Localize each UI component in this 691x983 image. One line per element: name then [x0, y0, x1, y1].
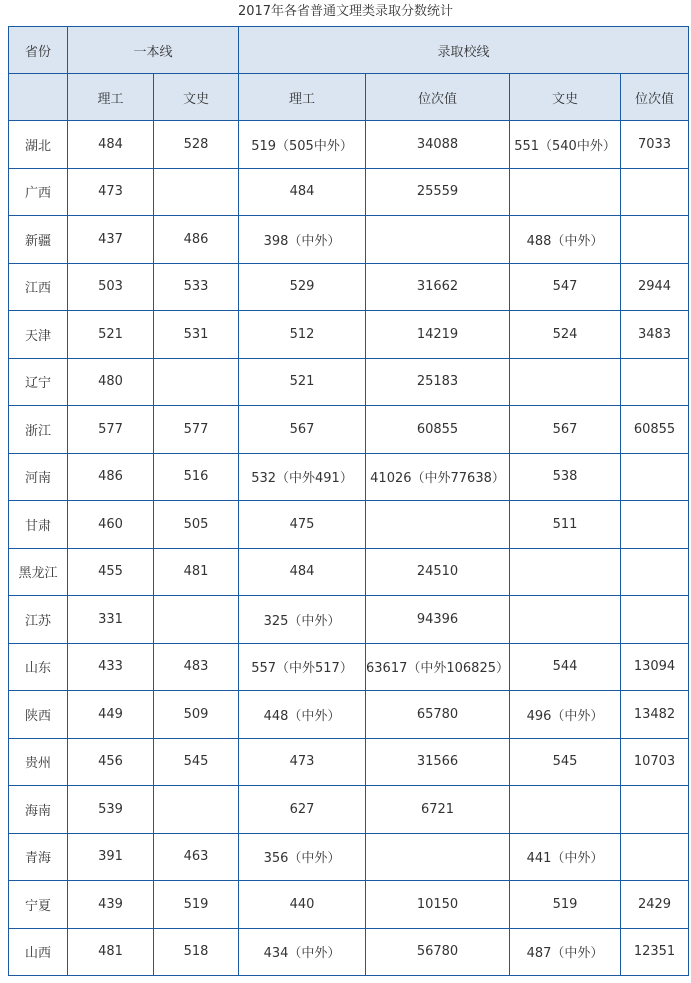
cell-province: 广西 [9, 168, 68, 216]
cell-sci-score: 475 [239, 501, 366, 549]
cell-arts-line: 531 [154, 311, 239, 359]
cell-arts-score: 487（中外） [510, 928, 621, 976]
cell-sci-score: 519（505中外） [239, 121, 366, 169]
cell-sci-score: 484 [239, 168, 366, 216]
cell-sci-line: 521 [68, 311, 154, 359]
table-row [9, 596, 689, 644]
cell-arts-rank: 2944 [621, 263, 689, 311]
table-row [9, 121, 689, 169]
cell-sci-rank: 63617（中外106825） [366, 643, 510, 691]
cell-sci-line: 577 [68, 406, 154, 454]
cell-sci-rank: 25559 [366, 168, 510, 216]
cell-sci-score: 557（中外517） [239, 643, 366, 691]
table-row [9, 881, 689, 929]
cell-arts-rank [621, 548, 689, 596]
cell-arts-rank: 10703 [621, 738, 689, 786]
header-arts-rank: 位次值 [621, 74, 689, 121]
table-row [9, 643, 689, 691]
cell-province: 山东 [9, 643, 68, 691]
cell-sci-score: 529 [239, 263, 366, 311]
table-row [9, 453, 689, 501]
cell-arts-score [510, 786, 621, 834]
cell-arts-line [154, 596, 239, 644]
table-title: 2017年各省普通文理类录取分数统计 [237, 4, 454, 19]
cell-sci-score: 567 [239, 406, 366, 454]
cell-province: 新疆 [9, 216, 68, 264]
header-arts: 文史 [154, 74, 239, 121]
table-row [9, 406, 689, 454]
cell-sci-line: 480 [68, 358, 154, 406]
cell-sci-rank: 31566 [366, 738, 510, 786]
cell-arts-score: 545 [510, 738, 621, 786]
cell-sci-rank: 41026（中外77638） [366, 453, 510, 501]
cell-sci-line: 455 [68, 548, 154, 596]
cell-sci-line: 539 [68, 786, 154, 834]
cell-arts-line: 463 [154, 833, 239, 881]
cell-province: 陕西 [9, 691, 68, 739]
cell-sci-rank: 10150 [366, 881, 510, 929]
cell-sci-score: 325（中外） [239, 596, 366, 644]
header-first-line: 一本线 [68, 27, 239, 74]
cell-province: 黑龙江 [9, 548, 68, 596]
table-row [9, 216, 689, 264]
cell-province: 海南 [9, 786, 68, 834]
table-row [9, 738, 689, 786]
cell-sci-score: 440 [239, 881, 366, 929]
cell-province: 江苏 [9, 596, 68, 644]
cell-sci-score: 434（中外） [239, 928, 366, 976]
cell-sci-rank [366, 501, 510, 549]
table-row [9, 358, 689, 406]
table-row [9, 168, 689, 216]
cell-sci-line: 449 [68, 691, 154, 739]
cell-arts-line: 533 [154, 263, 239, 311]
header-sci: 理工 [68, 74, 154, 121]
header-arts-score: 文史 [510, 74, 621, 121]
cell-sci-line: 456 [68, 738, 154, 786]
cell-sci-score: 532（中外491） [239, 453, 366, 501]
cell-arts-rank: 3483 [621, 311, 689, 359]
cell-arts-line: 481 [154, 548, 239, 596]
cell-arts-line: 545 [154, 738, 239, 786]
cell-sci-line: 486 [68, 453, 154, 501]
cell-arts-line: 483 [154, 643, 239, 691]
cell-arts-score [510, 548, 621, 596]
cell-province: 辽宁 [9, 358, 68, 406]
cell-sci-score: 356（中外） [239, 833, 366, 881]
cell-arts-score [510, 358, 621, 406]
cell-sci-line: 439 [68, 881, 154, 929]
cell-arts-rank [621, 501, 689, 549]
table-row [9, 501, 689, 549]
cell-arts-rank [621, 786, 689, 834]
cell-sci-score: 627 [239, 786, 366, 834]
cell-arts-rank [621, 358, 689, 406]
cell-sci-rank: 56780 [366, 928, 510, 976]
cell-sci-line: 331 [68, 596, 154, 644]
cell-arts-score [510, 596, 621, 644]
cell-sci-line: 473 [68, 168, 154, 216]
cell-sci-rank: 24510 [366, 548, 510, 596]
cell-province: 河南 [9, 453, 68, 501]
cell-province: 江西 [9, 263, 68, 311]
cell-province: 浙江 [9, 406, 68, 454]
cell-arts-score: 511 [510, 501, 621, 549]
cell-arts-rank [621, 216, 689, 264]
cell-sci-line: 484 [68, 121, 154, 169]
cell-sci-rank: 34088 [366, 121, 510, 169]
header-sci-score: 理工 [239, 74, 366, 121]
cell-arts-rank [621, 596, 689, 644]
cell-sci-rank [366, 216, 510, 264]
admission-score-table [8, 26, 689, 976]
table-row [9, 786, 689, 834]
cell-sci-score: 512 [239, 311, 366, 359]
cell-sci-score: 484 [239, 548, 366, 596]
cell-province: 宁夏 [9, 881, 68, 929]
cell-arts-rank [621, 453, 689, 501]
cell-arts-score: 547 [510, 263, 621, 311]
cell-sci-line: 437 [68, 216, 154, 264]
cell-arts-rank [621, 168, 689, 216]
cell-arts-rank: 60855 [621, 406, 689, 454]
cell-arts-score: 519 [510, 881, 621, 929]
cell-sci-line: 481 [68, 928, 154, 976]
header-row-1 [9, 27, 689, 74]
table-row [9, 263, 689, 311]
cell-arts-rank: 13094 [621, 643, 689, 691]
cell-arts-rank [621, 833, 689, 881]
cell-arts-rank: 13482 [621, 691, 689, 739]
cell-arts-line: 518 [154, 928, 239, 976]
cell-arts-line: 516 [154, 453, 239, 501]
cell-sci-rank: 65780 [366, 691, 510, 739]
cell-sci-score: 398（中外） [239, 216, 366, 264]
cell-province: 甘肃 [9, 501, 68, 549]
cell-sci-score: 448（中外） [239, 691, 366, 739]
cell-arts-line [154, 358, 239, 406]
cell-arts-rank: 7033 [621, 121, 689, 169]
cell-arts-score [510, 168, 621, 216]
cell-sci-rank: 25183 [366, 358, 510, 406]
cell-arts-line: 577 [154, 406, 239, 454]
cell-province: 贵州 [9, 738, 68, 786]
table-row [9, 833, 689, 881]
table-row [9, 548, 689, 596]
cell-sci-rank: 94396 [366, 596, 510, 644]
cell-sci-rank: 14219 [366, 311, 510, 359]
cell-sci-rank: 60855 [366, 406, 510, 454]
cell-arts-score: 551（540中外） [510, 121, 621, 169]
header-row-2 [9, 74, 689, 121]
header-admission: 录取校线 [239, 27, 689, 74]
cell-sci-line: 460 [68, 501, 154, 549]
cell-province: 青海 [9, 833, 68, 881]
cell-sci-line: 503 [68, 263, 154, 311]
cell-arts-line: 486 [154, 216, 239, 264]
cell-sci-line: 433 [68, 643, 154, 691]
cell-sci-score: 473 [239, 738, 366, 786]
cell-arts-score: 538 [510, 453, 621, 501]
cell-arts-line [154, 168, 239, 216]
cell-sci-rank [366, 833, 510, 881]
table-row [9, 928, 689, 976]
cell-province: 山西 [9, 928, 68, 976]
cell-sci-line: 391 [68, 833, 154, 881]
cell-arts-line: 505 [154, 501, 239, 549]
cell-arts-rank: 2429 [621, 881, 689, 929]
cell-arts-score: 496（中外） [510, 691, 621, 739]
cell-arts-line [154, 786, 239, 834]
cell-arts-score: 488（中外） [510, 216, 621, 264]
cell-arts-line: 509 [154, 691, 239, 739]
cell-sci-rank: 31662 [366, 263, 510, 311]
cell-province: 湖北 [9, 121, 68, 169]
cell-sci-rank: 6721 [366, 786, 510, 834]
table-row [9, 311, 689, 359]
header-blank [9, 74, 68, 121]
cell-arts-line: 528 [154, 121, 239, 169]
cell-arts-score: 544 [510, 643, 621, 691]
cell-arts-score: 524 [510, 311, 621, 359]
cell-sci-score: 521 [239, 358, 366, 406]
header-sci-rank: 位次值 [366, 74, 510, 121]
cell-arts-score: 567 [510, 406, 621, 454]
cell-arts-rank: 12351 [621, 928, 689, 976]
table-row [9, 691, 689, 739]
cell-arts-score: 441（中外） [510, 833, 621, 881]
cell-arts-line: 519 [154, 881, 239, 929]
cell-province: 天津 [9, 311, 68, 359]
header-province: 省份 [9, 27, 68, 74]
